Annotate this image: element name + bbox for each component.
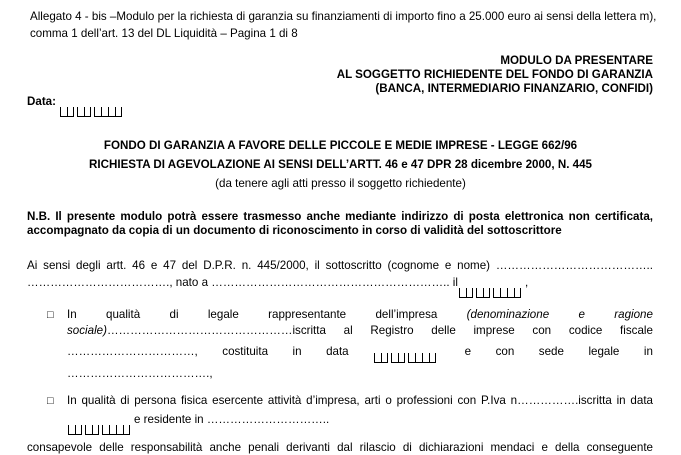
recipient-line-3: (BANCA, INTERMEDIARIO FINANZARIO, CONFIDI) [375, 82, 653, 95]
o1-l3-d: data [326, 345, 349, 358]
o1-w2: qualità [106, 308, 141, 321]
title-line-2: RICHIESTA DI AGEVOLAZIONE AI SENSI DELL’ARTT. 46 e 47 DPR 28 dicembre 2000, N. 445 [89, 158, 592, 171]
birthdate-boxes[interactable] [459, 280, 524, 290]
o1-w1: In [67, 308, 77, 321]
o1-l2-d: Registro [370, 324, 414, 337]
footer-line-1: consapevole delle responsabilità anche penali derivanti dal rilascio di dichiarazioni mendaci e della conseguente [27, 441, 653, 454]
o1-l3-h: legale [588, 345, 620, 358]
option2-checkbox[interactable]: □ [47, 395, 54, 407]
o1-l2-i: fiscale [620, 324, 653, 337]
o1-l2-g: con [532, 324, 552, 337]
nb-line-1: N.B. Il presente modulo potrà essere trasmesso anche mediante indirizzo di posta elettronica non certificata, [27, 210, 653, 223]
birthplace-text: ………………………………., nato a …………………………………………………….. il [27, 276, 458, 289]
founding-date-boxes[interactable] [374, 345, 439, 355]
option1-line-2 [67, 324, 653, 338]
o1-l3-f: con [495, 345, 515, 358]
o1-w3: di [169, 308, 179, 321]
o1-w4: legale [207, 308, 239, 321]
recipient-line-2: AL SOGGETTO RICHIEDENTE DEL FONDO DI GARANZIA [336, 68, 653, 81]
title-line-1: FONDO DI GARANZIA A FAVORE DELLE PICCOLE E MEDIE IMPRESE - LEGGE 662/96 [103, 139, 578, 152]
o1-l3-i: in [643, 345, 653, 358]
o1-w6: dell’impresa [375, 308, 438, 321]
date-boxes[interactable] [60, 99, 125, 109]
option1-line-4: ………………………………., [67, 367, 213, 380]
option1-line-3 [67, 345, 653, 359]
o1-l2-e: delle [431, 324, 456, 337]
o1-l2-f: imprese [473, 324, 515, 337]
o1-w5: rappresentante [268, 308, 347, 321]
o1-l2-h: codice [568, 324, 603, 337]
o1-w9: ragione [614, 308, 653, 321]
date-field[interactable] [27, 95, 126, 109]
registration-date-boxes[interactable] [68, 417, 133, 427]
nb-line-2: accompagnato da copia di un documento di riconoscimento in corso di validità del sottoscrittore [27, 224, 562, 237]
declaration-line-2 [27, 276, 528, 290]
date-label: Data: [27, 95, 56, 108]
header-line-1: Allegato 4 - bis –Modulo per la richiesta di garanzia su finanziamenti di importo fino a 25.000 euro ai sensi della lettera m), [30, 10, 657, 23]
title-line-3: (da tenere agli atti presso il soggetto richiedente) [215, 177, 466, 190]
header-line-2: comma 1 dell’art. 13 del DL Liquidità – Pagina 1 di 8 [30, 27, 298, 40]
option2-line-1: In qualità di persona fisica esercente attività d’impresa, arti o professioni con P.Iva n…………….iscritta in data [67, 394, 653, 407]
o1-l2-sociale: sociale) [67, 324, 107, 337]
o1-l3-g: sede [538, 345, 564, 358]
o1-l2-dots: …………………………………………iscritta [106, 324, 326, 337]
o1-l2-lead [67, 324, 326, 338]
o1-w7: (denominazione [466, 308, 550, 321]
o1-l2-c: al [343, 324, 353, 337]
o1-l3-a: ……………………………, [67, 345, 198, 358]
option1-line-1 [67, 308, 653, 322]
declaration-line-1: Ai sensi degli artt. 46 e 47 del D.P.R. n. 445/2000, il sottoscritto (cognome e nome) ………………………………….. [27, 259, 653, 272]
birthdate-comma: , [524, 276, 529, 289]
o1-w8: e [578, 308, 585, 321]
recipient-line-1: MODULO DA PRESENTARE [500, 54, 653, 67]
option2-line-2 [67, 413, 329, 427]
o1-l3-e: e [464, 345, 472, 358]
residence-text: e residente in ………………………….. [134, 413, 330, 426]
o1-l3-b: costituita [222, 345, 269, 358]
o1-l3-c: in [292, 345, 302, 358]
option1-checkbox[interactable]: □ [47, 309, 54, 321]
